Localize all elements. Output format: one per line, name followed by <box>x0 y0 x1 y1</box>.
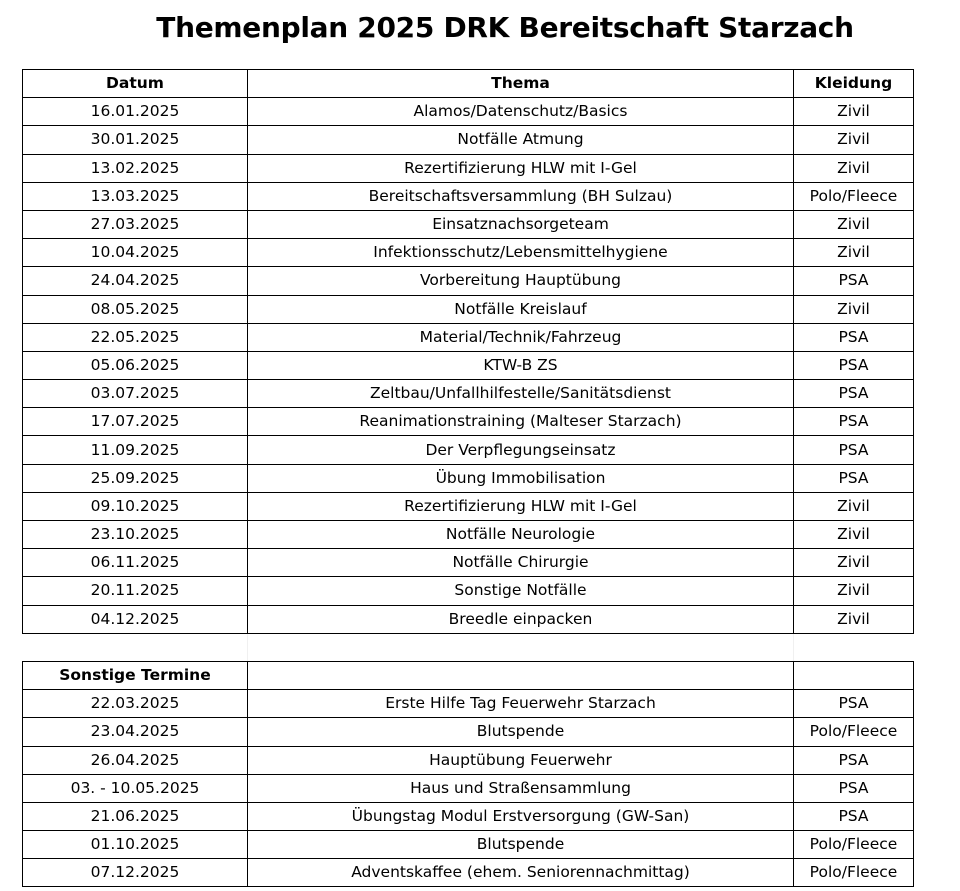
spacer-cell <box>23 633 248 661</box>
table-row <box>23 126 914 154</box>
table-row <box>23 408 914 436</box>
table-row <box>23 605 914 633</box>
cell-kleidung: PSA <box>794 267 914 295</box>
cell-kleidung: Zivil <box>794 577 914 605</box>
cell-kleidung: PSA <box>794 746 914 774</box>
cell-kleidung: Zivil <box>794 492 914 520</box>
cell-datum: 23.04.2025 <box>23 718 248 746</box>
cell-datum: 30.01.2025 <box>23 126 248 154</box>
page-title: Themenplan 2025 DRK Bereitschaft Starzach <box>156 11 854 44</box>
cell-kleidung: Zivil <box>794 98 914 126</box>
cell-thema: Übungstag Modul Erstversorgung (GW-San) <box>248 802 794 830</box>
cell-datum: 22.03.2025 <box>23 690 248 718</box>
cell-thema: Sonstige Notfälle <box>248 577 794 605</box>
cell-thema: Haus und Straßensammlung <box>248 774 794 802</box>
cell-thema: Rezertifizierung HLW mit I-Gel <box>248 154 794 182</box>
cell-thema: Übung Immobilisation <box>248 464 794 492</box>
other-heading: Sonstige Termine <box>23 661 248 689</box>
cell-thema: Rezertifizierung HLW mit I-Gel <box>248 492 794 520</box>
cell-kleidung: Zivil <box>794 605 914 633</box>
cell-datum: 09.10.2025 <box>23 492 248 520</box>
cell-datum: 21.06.2025 <box>23 802 248 830</box>
cell-kleidung: Zivil <box>794 549 914 577</box>
cell-thema: Alamos/Datenschutz/Basics <box>248 98 794 126</box>
cell-datum: 16.01.2025 <box>23 98 248 126</box>
cell-datum: 27.03.2025 <box>23 210 248 238</box>
cell-thema: Bereitschaftsversammlung (BH Sulzau) <box>248 182 794 210</box>
cell-datum: 23.10.2025 <box>23 521 248 549</box>
schedule-table <box>22 69 914 887</box>
cell-kleidung: Zivil <box>794 295 914 323</box>
cell-thema: Blutspende <box>248 718 794 746</box>
cell-thema: Vorbereitung Hauptübung <box>248 267 794 295</box>
cell-kleidung: PSA <box>794 464 914 492</box>
cell-datum: 24.04.2025 <box>23 267 248 295</box>
cell-kleidung: PSA <box>794 323 914 351</box>
cell-kleidung: PSA <box>794 408 914 436</box>
cell-thema: Reanimationstraining (Malteser Starzach) <box>248 408 794 436</box>
table-row <box>23 323 914 351</box>
schedule-body <box>23 70 914 634</box>
cell-kleidung: Polo/Fleece <box>794 718 914 746</box>
table-row <box>23 859 914 887</box>
header-thema: Thema <box>248 70 794 98</box>
table-row <box>23 98 914 126</box>
table-row <box>23 464 914 492</box>
cell-kleidung: Zivil <box>794 154 914 182</box>
cell-thema: Infektionsschutz/Lebensmittelhygiene <box>248 239 794 267</box>
cell-thema: Blutspende <box>248 831 794 859</box>
cell-thema: Notfälle Kreislauf <box>248 295 794 323</box>
cell-thema: KTW-B ZS <box>248 351 794 379</box>
cell-thema: Hauptübung Feuerwehr <box>248 746 794 774</box>
cell-datum: 13.02.2025 <box>23 154 248 182</box>
cell-datum: 25.09.2025 <box>23 464 248 492</box>
cell-datum: 22.05.2025 <box>23 323 248 351</box>
other-heading-empty <box>248 661 794 689</box>
cell-datum: 07.12.2025 <box>23 859 248 887</box>
table-row <box>23 690 914 718</box>
cell-datum: 17.07.2025 <box>23 408 248 436</box>
header-row <box>23 70 914 98</box>
table-row <box>23 295 914 323</box>
other-header-row <box>23 661 914 689</box>
cell-thema: Notfälle Neurologie <box>248 521 794 549</box>
table-row <box>23 351 914 379</box>
cell-kleidung: Polo/Fleece <box>794 859 914 887</box>
cell-kleidung: Zivil <box>794 521 914 549</box>
cell-kleidung: PSA <box>794 380 914 408</box>
table-row <box>23 831 914 859</box>
cell-thema: Notfälle Chirurgie <box>248 549 794 577</box>
table-row <box>23 380 914 408</box>
cell-kleidung: Polo/Fleece <box>794 182 914 210</box>
table-row <box>23 154 914 182</box>
cell-kleidung: Zivil <box>794 239 914 267</box>
cell-datum: 05.06.2025 <box>23 351 248 379</box>
table-row <box>23 436 914 464</box>
cell-datum: 03. - 10.05.2025 <box>23 774 248 802</box>
cell-datum: 04.12.2025 <box>23 605 248 633</box>
cell-kleidung: Zivil <box>794 210 914 238</box>
spacer-cell <box>794 633 914 661</box>
spacer-body <box>23 633 914 661</box>
cell-thema: Adventskaffee (ehem. Seniorennachmittag) <box>248 859 794 887</box>
cell-datum: 13.03.2025 <box>23 182 248 210</box>
cell-datum: 26.04.2025 <box>23 746 248 774</box>
table-row <box>23 718 914 746</box>
table-row <box>23 267 914 295</box>
table-row <box>23 182 914 210</box>
table-row <box>23 746 914 774</box>
cell-datum: 06.11.2025 <box>23 549 248 577</box>
table-row <box>23 239 914 267</box>
table-row <box>23 774 914 802</box>
cell-kleidung: PSA <box>794 351 914 379</box>
cell-datum: 03.07.2025 <box>23 380 248 408</box>
other-heading-empty <box>794 661 914 689</box>
cell-kleidung: Zivil <box>794 126 914 154</box>
cell-thema: Material/Technik/Fahrzeug <box>248 323 794 351</box>
table-row <box>23 577 914 605</box>
table-row <box>23 492 914 520</box>
cell-datum: 01.10.2025 <box>23 831 248 859</box>
cell-kleidung: Polo/Fleece <box>794 831 914 859</box>
cell-datum: 11.09.2025 <box>23 436 248 464</box>
table-row <box>23 549 914 577</box>
header-kleidung: Kleidung <box>794 70 914 98</box>
cell-thema: Erste Hilfe Tag Feuerwehr Starzach <box>248 690 794 718</box>
cell-thema: Breedle einpacken <box>248 605 794 633</box>
cell-thema: Einsatznachsorgeteam <box>248 210 794 238</box>
spacer-cell <box>248 633 794 661</box>
spacer-row <box>23 633 914 661</box>
cell-kleidung: PSA <box>794 690 914 718</box>
table-row <box>23 521 914 549</box>
cell-datum: 10.04.2025 <box>23 239 248 267</box>
other-body <box>23 661 914 887</box>
cell-kleidung: PSA <box>794 436 914 464</box>
cell-thema: Der Verpflegungseinsatz <box>248 436 794 464</box>
cell-thema: Notfälle Atmung <box>248 126 794 154</box>
cell-kleidung: PSA <box>794 802 914 830</box>
cell-datum: 08.05.2025 <box>23 295 248 323</box>
header-datum: Datum <box>23 70 248 98</box>
table-row <box>23 802 914 830</box>
cell-thema: Zeltbau/Unfallhilfestelle/Sanitätsdienst <box>248 380 794 408</box>
cell-datum: 20.11.2025 <box>23 577 248 605</box>
table-row <box>23 210 914 238</box>
cell-kleidung: PSA <box>794 774 914 802</box>
